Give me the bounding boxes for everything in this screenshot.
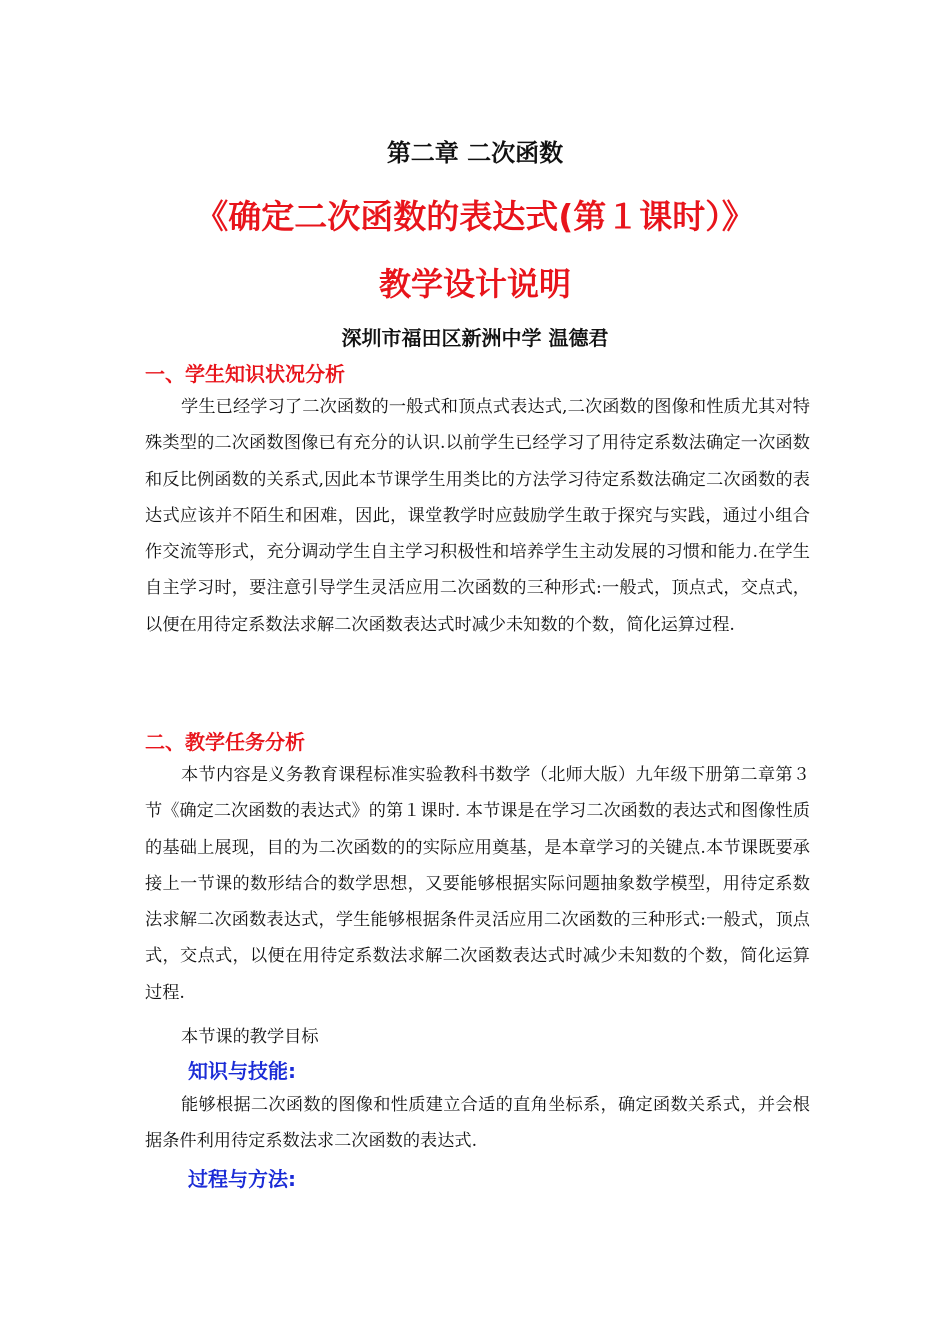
knowledge-skills-paragraph: 能够根据二次函数的图像和性质建立合适的直角坐标系，确定函数关系式，并会根据条件利用待定系数法求二次函数的表达式.: [145, 1095, 810, 1152]
chapter-title: 第二章 二次函数: [386, 139, 564, 167]
section-heading-task-analysis: 二、教学任务分析: [145, 730, 305, 754]
student-analysis-paragraph: 学生已经学习了二次函数的一般式和顶点式表达式,二次函数的图像和性质尤其对特殊类型的二次函数图像已有充分的认识.以前学生已经学习了用待定系数法确定一次函数和反比例函数的关系式,因此本节课学生用类比的方法学习待定系数法确定二次函数的表达式应该并不陌生和困难，因此，课堂教学时应鼓励学生敢于探究与实践，通过小组合作交流等形式，充分调动学生自主学习积极性和培养学生主动发展的习惯和能力.在学生自主学习时，要注意引导学生灵活应用二次函数的三种形式:一般式，顶点式，交点式，以便在用待定系数法求解二次函数表达式时减少未知数的个数，简化运算过程.: [145, 397, 810, 635]
knowledge-skills-heading: 知识与技能:: [188, 1059, 296, 1083]
task-analysis-paragraph: 本节内容是义务教育课程标准实验教科书数学（北师大版）九年级下册第二章第３节《确定二次函数的表达式》的第１课时. 本节课是在学习二次函数的表达式和图像性质的基础上展现，目的为二次函数的的实际应用奠基，是本章学习的关键点.本节课既要承接上一节课的数形结合的数学思想，又要能够根据实际问题抽象数学模型，用待定系数法求解二次函数表达式，学生能够根据条件灵活应用二次函数的三种形式:一般式，顶点式，交点式，以便在用待定系数法求解二次函数表达式时减少未知数的个数，简化运算过程.: [145, 765, 810, 1003]
lesson-title: 《确定二次函数的表达式(第１课时）》: [195, 197, 755, 236]
author-line: 深圳市福田区新洲中学 温德君: [341, 326, 609, 350]
section-heading-student-analysis: 一、学生知识状况分析: [145, 362, 345, 386]
teaching-goals-intro: 本节课的教学目标: [181, 1027, 319, 1047]
process-methods-heading: 过程与方法:: [188, 1167, 296, 1191]
document-subtitle: 教学设计说明: [378, 265, 571, 303]
